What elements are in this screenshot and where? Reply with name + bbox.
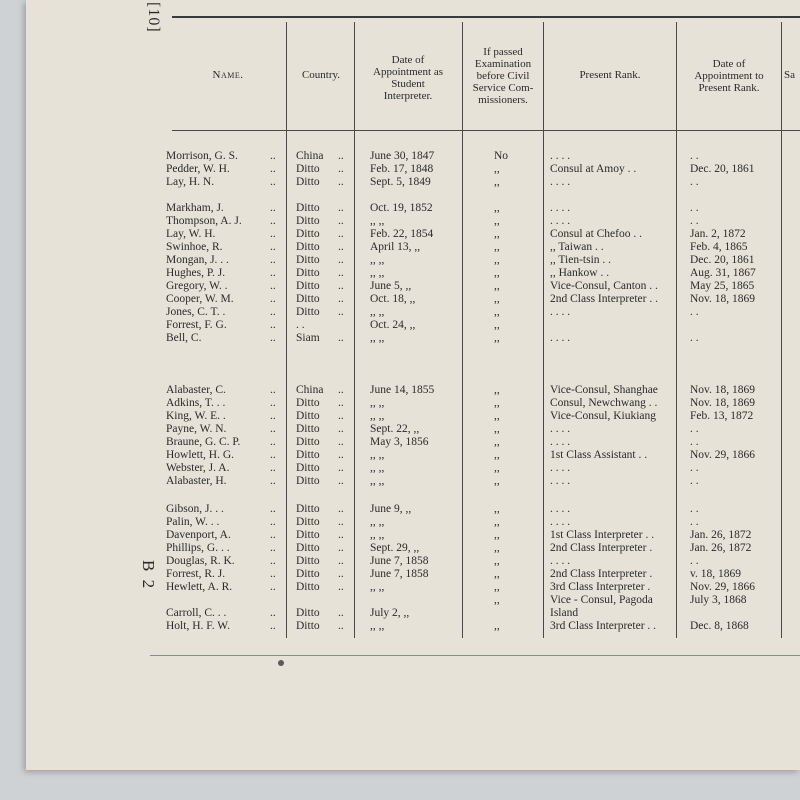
country-cell: Ditto	[296, 542, 320, 554]
present-rank-cell: ,, Hankow . .	[550, 267, 610, 279]
present-date-cell: Jan. 26, 1872	[690, 542, 752, 554]
appointment-date-cell: Sept. 5, 1849	[370, 176, 431, 188]
header-exam: If passed Examination before Civil Service Com- missioners.	[472, 46, 534, 106]
leader-dots: ..	[270, 215, 276, 227]
leader-dots: ..	[338, 475, 344, 487]
present-date-cell: Nov. 18, 1869	[690, 384, 756, 396]
present-date-cell: . .	[690, 436, 699, 448]
present-rank-cell: . . . .	[550, 215, 571, 227]
exam-cell: ,,	[494, 280, 500, 292]
appointment-date-cell: ,, ,,	[370, 410, 385, 422]
appointment-date-cell: ,, ,,	[370, 254, 385, 266]
name-cell: Gibson, J. . .	[166, 503, 224, 515]
appointment-date-cell: ,, ,,	[370, 449, 385, 461]
exam-cell: No	[494, 150, 509, 162]
present-rank-cell: . . . .	[550, 475, 571, 487]
leader-dots: ..	[270, 332, 276, 344]
name-cell: Howlett, H. G.	[166, 449, 235, 461]
country-cell: Ditto	[296, 581, 320, 593]
leader-dots: ..	[270, 475, 276, 487]
exam-cell: ,,	[494, 555, 500, 567]
leader-dots: ..	[270, 581, 276, 593]
appointment-date-cell: April 13, ,,	[370, 241, 421, 253]
exam-cell: ,,	[494, 581, 500, 593]
country-cell: Ditto	[296, 503, 320, 515]
present-rank-cell: Vice-Consul, Canton . .	[550, 280, 658, 292]
leader-dots: ..	[338, 280, 344, 292]
present-rank-cell: 2nd Class Interpreter .	[550, 542, 653, 554]
country-cell: Ditto	[296, 228, 320, 240]
leader-dots: ..	[338, 241, 344, 253]
present-rank-cell: ,, Tien-tsin . .	[550, 254, 612, 266]
present-date-cell: Nov. 29, 1866	[690, 449, 756, 461]
exam-cell: ,,	[494, 475, 500, 487]
leader-dots: ..	[270, 280, 276, 292]
leader-dots: ..	[338, 215, 344, 227]
name-cell: Pedder, W. H.	[166, 163, 230, 175]
name-cell: Jones, C. T. .	[166, 306, 226, 318]
name-cell: Swinhoe, R.	[166, 241, 223, 253]
exam-cell: ,,	[494, 228, 500, 240]
leader-dots: ..	[338, 150, 344, 162]
name-cell: Markham, J.	[166, 202, 224, 214]
present-rank-cell: Consul, Newchwang . .	[550, 397, 658, 409]
country-cell: Ditto	[296, 267, 320, 279]
present-rank-cell: . . . .	[550, 503, 571, 515]
name-cell: Webster, J. A.	[166, 462, 230, 474]
present-rank-cell: . . . .	[550, 423, 571, 435]
appointment-date-cell: ,, ,,	[370, 332, 385, 344]
country-cell: Ditto	[296, 280, 320, 292]
exam-cell: ,,	[494, 620, 500, 632]
present-date-cell: Dec. 8, 1868	[690, 620, 749, 632]
name-cell: Gregory, W. .	[166, 280, 228, 292]
leader-dots: ..	[270, 620, 276, 632]
exam-cell: ,,	[494, 397, 500, 409]
country-cell: Ditto	[296, 449, 320, 461]
present-rank-cell: . . . .	[550, 516, 571, 528]
country-cell: Ditto	[296, 254, 320, 266]
exam-cell: ,,	[494, 410, 500, 422]
leader-dots: ..	[270, 176, 276, 188]
appointment-date-cell: June 5, ,,	[370, 280, 412, 292]
country-cell: Ditto	[296, 529, 320, 541]
name-cell: Bell, C.	[166, 332, 202, 344]
leader-dots: ..	[338, 410, 344, 422]
appointment-date-cell: ,, ,,	[370, 397, 385, 409]
present-rank-cell: . . . .	[550, 176, 571, 188]
present-date-cell: Feb. 13, 1872	[690, 410, 754, 422]
name-cell: Cooper, W. M.	[166, 293, 234, 305]
country-cell: Siam	[296, 332, 320, 344]
name-cell: Davenport, A.	[166, 529, 231, 541]
leader-dots: ..	[338, 397, 344, 409]
leader-dots: ..	[338, 503, 344, 515]
appointment-date-cell: Oct. 18, ,,	[370, 293, 416, 305]
name-cell: Phillips, G. . .	[166, 542, 230, 554]
present-rank-cell: Vice-Consul, Kiukiang	[550, 410, 656, 422]
name-cell: Lay, H. N.	[166, 176, 215, 188]
leader-dots: ..	[338, 384, 344, 396]
country-cell: Ditto	[296, 293, 320, 305]
leader-dots: ..	[270, 423, 276, 435]
present-rank-cell: . . . .	[550, 150, 571, 162]
leader-dots: ..	[338, 568, 344, 580]
country-cell: Ditto	[296, 555, 320, 567]
present-date-cell: . .	[690, 306, 699, 318]
appointment-date-cell: June 7, 1858	[370, 568, 429, 580]
exam-cell: ,,	[494, 176, 500, 188]
header-present-rank: Present Rank.	[579, 69, 641, 81]
ink-spot	[278, 660, 284, 666]
exam-cell: ,,	[494, 319, 500, 331]
exam-cell: ,,	[494, 254, 500, 266]
present-rank-cell: . . . .	[550, 436, 571, 448]
present-date-cell: Nov. 18, 1869	[690, 397, 756, 409]
exam-cell: ,,	[494, 267, 500, 279]
present-rank-cell: 2nd Class Interpreter .	[550, 568, 653, 580]
exam-cell: ,,	[494, 436, 500, 448]
leader-dots: ..	[270, 503, 276, 515]
present-rank-cell: Consul at Amoy . .	[550, 163, 637, 175]
present-rank-cell: 2nd Class Interpreter . .	[550, 293, 658, 305]
appointment-date-cell: Feb. 17, 1848	[370, 163, 434, 175]
name-cell: Alabaster, H.	[166, 475, 227, 487]
leader-dots: ..	[338, 516, 344, 528]
appointment-date-cell: Oct. 24, ,,	[370, 319, 416, 331]
present-date-cell: July 3, 1868	[690, 594, 747, 606]
present-date-cell: Jan. 26, 1872	[690, 529, 752, 541]
leader-dots: ..	[270, 241, 276, 253]
present-date-cell: May 25, 1865	[690, 280, 755, 292]
appointment-date-cell: May 3, 1856	[370, 436, 429, 448]
present-date-cell: . .	[690, 423, 699, 435]
header-rule	[172, 130, 800, 131]
present-date-cell: . .	[690, 516, 699, 528]
name-cell: Holt, H. F. W.	[166, 620, 230, 632]
country-cell: Ditto	[296, 202, 320, 214]
exam-cell: ,,	[494, 384, 500, 396]
name-cell: Forrest, R. J.	[166, 568, 226, 580]
present-date-cell: Jan. 2, 1872	[690, 228, 746, 240]
exam-cell: ,,	[494, 332, 500, 344]
leader-dots: ..	[338, 163, 344, 175]
present-date-cell: Dec. 20, 1861	[690, 163, 755, 175]
leader-dots: ..	[338, 267, 344, 279]
present-date-cell: Nov. 18, 1869	[690, 293, 756, 305]
leader-dots: ..	[338, 620, 344, 632]
country-cell: Ditto	[296, 241, 320, 253]
leader-dots: ..	[338, 202, 344, 214]
appointment-date-cell: ,, ,,	[370, 581, 385, 593]
present-date-cell: . .	[690, 555, 699, 567]
appointment-date-cell: ,, ,,	[370, 475, 385, 487]
leader-dots: ..	[338, 228, 344, 240]
leader-dots: ..	[338, 462, 344, 474]
country-cell: Ditto	[296, 436, 320, 448]
present-date-cell: . .	[690, 215, 699, 227]
exam-cell: ,,	[494, 529, 500, 541]
country-cell: . .	[296, 319, 305, 331]
exam-cell: ,,	[494, 241, 500, 253]
present-rank-cell: . . . .	[550, 202, 571, 214]
leader-dots: ..	[270, 516, 276, 528]
country-cell: Ditto	[296, 568, 320, 580]
country-cell: Ditto	[296, 163, 320, 175]
name-cell: Douglas, R. K.	[166, 555, 235, 567]
leader-dots: ..	[270, 267, 276, 279]
exam-cell: ,,	[494, 462, 500, 474]
leader-dots: ..	[338, 423, 344, 435]
leader-dots: ..	[270, 436, 276, 448]
present-date-cell: v. 18, 1869	[690, 568, 742, 580]
exam-cell: ,,	[494, 594, 500, 606]
header-appointment-present: Date of Appointment to Present Rank.	[694, 58, 764, 94]
present-rank-cell: . . . .	[550, 462, 571, 474]
leader-dots: ..	[270, 568, 276, 580]
column-divider	[462, 22, 463, 638]
leader-dots: ..	[338, 529, 344, 541]
name-cell: Thompson, A. J.	[166, 215, 242, 227]
present-date-cell: . .	[690, 176, 699, 188]
country-cell: Ditto	[296, 475, 320, 487]
leader-dots: ..	[270, 462, 276, 474]
leader-dots: ..	[338, 449, 344, 461]
name-cell: Morrison, G. S.	[166, 150, 238, 162]
column-divider	[676, 22, 677, 638]
present-rank-cell: ,, Taiwan . .	[550, 241, 604, 253]
country-cell: Ditto	[296, 410, 320, 422]
present-date-cell: . .	[690, 475, 699, 487]
present-rank-cell: 1st Class Assistant . .	[550, 449, 648, 461]
appointment-date-cell: Oct. 19, 1852	[370, 202, 433, 214]
leader-dots: ..	[270, 306, 276, 318]
appointment-date-cell: Feb. 22, 1854	[370, 228, 434, 240]
name-cell: Braune, G. C. P.	[166, 436, 241, 448]
present-rank-cell: 3rd Class Interpreter . .	[550, 620, 657, 632]
country-cell: China	[296, 384, 324, 396]
exam-cell: ,,	[494, 542, 500, 554]
leader-dots: ..	[338, 542, 344, 554]
exam-cell: ,,	[494, 449, 500, 461]
appointment-date-cell: ,, ,,	[370, 306, 385, 318]
signature-mark: B 2	[139, 560, 158, 591]
appointment-date-cell: ,, ,,	[370, 462, 385, 474]
exam-cell: ,,	[494, 568, 500, 580]
country-cell: Ditto	[296, 516, 320, 528]
leader-dots: ..	[338, 555, 344, 567]
country-cell: Ditto	[296, 620, 320, 632]
name-cell: Hewlett, A. R.	[166, 581, 233, 593]
country-cell: Ditto	[296, 607, 320, 619]
appointment-date-cell: ,, ,,	[370, 267, 385, 279]
leader-dots: ..	[338, 436, 344, 448]
present-date-cell: . .	[690, 503, 699, 515]
leader-dots: ..	[270, 555, 276, 567]
header-truncated: Sa	[784, 69, 795, 81]
leader-dots: ..	[338, 176, 344, 188]
country-cell: Ditto	[296, 423, 320, 435]
appointment-date-cell: June 14, 1855	[370, 384, 435, 396]
leader-dots: ..	[270, 397, 276, 409]
leader-dots: ..	[270, 449, 276, 461]
header-appointment-student: Date of Appointment as Student Interpreter.	[373, 54, 443, 102]
present-rank-cell: 1st Class Interpreter . .	[550, 529, 655, 541]
exam-cell: ,,	[494, 516, 500, 528]
leader-dots: ..	[270, 607, 276, 619]
exam-cell: ,,	[494, 293, 500, 305]
leader-dots: ..	[270, 228, 276, 240]
name-cell: Carroll, C. . .	[166, 607, 227, 619]
header-name: Name.	[212, 69, 244, 81]
header-country: Country.	[301, 69, 341, 81]
leader-dots: ..	[338, 306, 344, 318]
appointment-date-cell: Sept. 22, ,,	[370, 423, 420, 435]
present-date-cell: Aug. 31, 1867	[690, 267, 756, 279]
present-rank-cell: Vice - Consul, Pagoda Island	[550, 594, 653, 619]
present-date-cell: . .	[690, 332, 699, 344]
appointment-date-cell: ,, ,,	[370, 516, 385, 528]
name-cell: Alabaster, C.	[166, 384, 226, 396]
exam-cell: ,,	[494, 306, 500, 318]
column-divider	[286, 22, 287, 638]
exam-cell: ,,	[494, 215, 500, 227]
present-rank-cell: . . . .	[550, 555, 571, 567]
present-date-cell: Feb. 4, 1865	[690, 241, 748, 253]
leader-dots: ..	[270, 293, 276, 305]
leader-dots: ..	[270, 150, 276, 162]
present-rank-cell: Vice-Consul, Shanghae	[550, 384, 658, 396]
present-rank-cell: 3rd Class Interpreter .	[550, 581, 651, 593]
exam-cell: ,,	[494, 503, 500, 515]
leader-dots: ..	[270, 410, 276, 422]
leader-dots: ..	[270, 202, 276, 214]
leader-dots: ..	[270, 529, 276, 541]
country-cell: Ditto	[296, 215, 320, 227]
leader-dots: ..	[270, 254, 276, 266]
appointment-date-cell: June 30, 1847	[370, 150, 435, 162]
appointment-date-cell: ,, ,,	[370, 620, 385, 632]
exam-cell: ,,	[494, 163, 500, 175]
top-rule	[172, 16, 800, 18]
leader-dots: ..	[270, 542, 276, 554]
name-cell: King, W. E. .	[166, 410, 226, 422]
country-cell: Ditto	[296, 397, 320, 409]
present-rank-cell: . . . .	[550, 306, 571, 318]
name-cell: Adkins, T. . .	[166, 397, 226, 409]
country-cell: Ditto	[296, 176, 320, 188]
appointment-date-cell: July 2, ,,	[370, 607, 410, 619]
name-cell: Mongan, J. . .	[166, 254, 229, 266]
present-date-cell: Dec. 20, 1861	[690, 254, 755, 266]
leader-dots: ..	[338, 332, 344, 344]
country-cell: Ditto	[296, 306, 320, 318]
name-cell: Palin, W. . .	[166, 516, 220, 528]
appointment-date-cell: ,, ,,	[370, 529, 385, 541]
name-cell: Payne, W. N.	[166, 423, 227, 435]
country-cell: China	[296, 150, 324, 162]
exam-cell: ,,	[494, 202, 500, 214]
appointment-date-cell: Sept. 29, ,,	[370, 542, 420, 554]
present-rank-cell: . . . .	[550, 332, 571, 344]
leader-dots: ..	[338, 293, 344, 305]
leader-dots: ..	[338, 581, 344, 593]
country-cell: Ditto	[296, 462, 320, 474]
appointment-date-cell: June 9, ,,	[370, 503, 412, 515]
present-date-cell: . .	[690, 202, 699, 214]
present-rank-cell: Consul at Chefoo . .	[550, 228, 642, 240]
name-cell: Forrest, F. G.	[166, 319, 227, 331]
appointment-date-cell: June 7, 1858	[370, 555, 429, 567]
page-number: [10]	[145, 2, 162, 33]
column-divider	[543, 22, 544, 638]
name-cell: Lay, W. H.	[166, 228, 216, 240]
present-date-cell: . .	[690, 150, 699, 162]
leader-dots: ..	[270, 163, 276, 175]
present-date-cell: . .	[690, 462, 699, 474]
leader-dots: ..	[338, 254, 344, 266]
present-date-cell: Nov. 29, 1866	[690, 581, 756, 593]
column-divider	[781, 22, 782, 638]
leader-dots: ..	[270, 384, 276, 396]
exam-cell: ,,	[494, 423, 500, 435]
appointment-date-cell: ,, ,,	[370, 215, 385, 227]
column-divider	[354, 22, 355, 638]
bottom-rule	[150, 655, 800, 656]
name-cell: Hughes, P. J.	[166, 267, 226, 279]
leader-dots: ..	[338, 607, 344, 619]
leader-dots: ..	[270, 319, 276, 331]
